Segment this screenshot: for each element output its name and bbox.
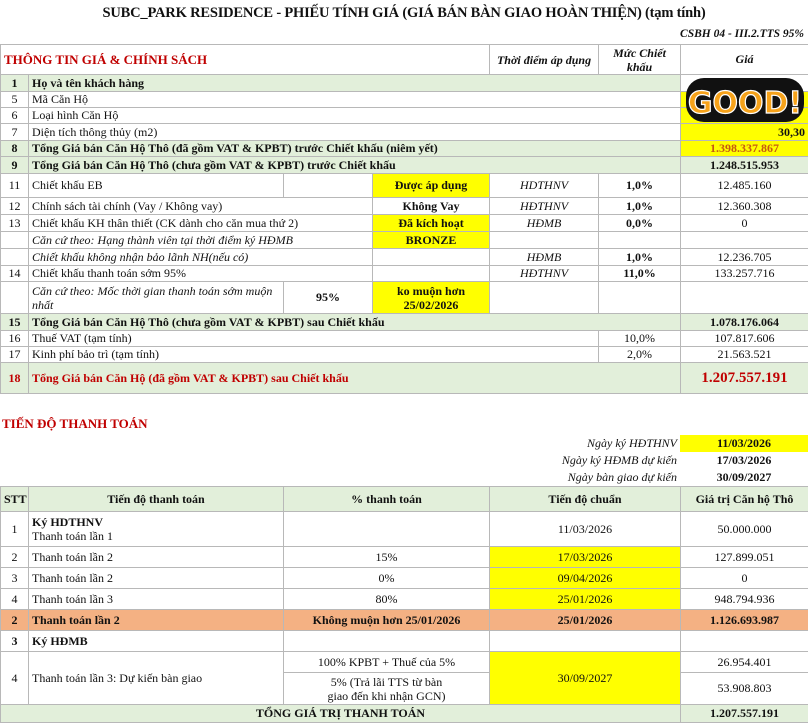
row-label: Kinh phí bảo trì (tạm tính) bbox=[29, 347, 599, 363]
row-label: Chiết khấu không nhận bảo lãnh NH(nếu có) bbox=[29, 249, 373, 266]
date-label: Ngày ký HĐMB dự kiến bbox=[0, 452, 680, 469]
empty-cell bbox=[1, 282, 29, 314]
row-label: Thanh toán lần 2 bbox=[29, 547, 284, 568]
pay-pct: 5% (Trả lãi TTS từ bàn giao đến khi nhận GCN) bbox=[284, 673, 490, 705]
row-no: 8 bbox=[1, 141, 29, 157]
discount-value: 12.485.160 bbox=[681, 174, 808, 198]
row-label: Căn cứ theo: Mốc thời gian thanh toán sớm muộn nhất bbox=[29, 282, 284, 314]
schedule-row bbox=[1, 568, 808, 589]
row-no: 17 bbox=[1, 347, 29, 363]
payment-heading: TIẾN ĐỘ THANH TOÁN bbox=[2, 416, 148, 432]
date-row bbox=[0, 469, 808, 486]
pay-pct: Không muộn hơn 25/01/2026 bbox=[284, 610, 490, 631]
apply-time: HDTHNV bbox=[490, 174, 599, 198]
row-label: Tổng Giá bán Căn Hộ Thô (đã gồm VAT & KPBT) trước Chiết khấu (niêm yết) bbox=[29, 141, 681, 157]
row-no: 3 bbox=[1, 631, 29, 652]
row-label: Mã Căn Hộ bbox=[29, 92, 681, 108]
row-price-after-discount bbox=[1, 314, 808, 331]
empty-cell bbox=[599, 232, 681, 249]
schedule-header-row bbox=[1, 487, 808, 512]
row-no: 18 bbox=[1, 363, 29, 394]
row-no: 7 bbox=[1, 124, 29, 141]
apply-time: HĐTHNV bbox=[490, 198, 599, 215]
date-value: 30/09/2027 bbox=[680, 469, 808, 486]
date-row bbox=[0, 435, 808, 452]
empty-cell bbox=[373, 249, 490, 266]
info-header-row bbox=[1, 45, 808, 75]
row-no: 6 bbox=[1, 108, 29, 124]
empty-cell bbox=[373, 266, 490, 282]
early-pct: 95% bbox=[284, 282, 373, 314]
row-finance-policy bbox=[1, 198, 808, 215]
row-membership-basis bbox=[1, 232, 808, 249]
pay-value: 26.954.401 bbox=[681, 652, 808, 673]
row-no: 3 bbox=[1, 568, 29, 589]
fee-value: 21.563.521 bbox=[681, 347, 808, 363]
final-price-value: 1.207.557.191 bbox=[681, 363, 808, 394]
row-no-bank-guarantee bbox=[1, 249, 808, 266]
pay-value: 127.899.051 bbox=[681, 547, 808, 568]
apply-time: HĐMB bbox=[490, 249, 599, 266]
discount-value: 12.360.308 bbox=[681, 198, 808, 215]
pay-pct: 100% KPBT + Thuế của 5% bbox=[284, 652, 490, 673]
status-badge: Đã kích hoạt bbox=[373, 215, 490, 232]
price-value: 1.078.176.064 bbox=[681, 314, 808, 331]
col-price-header: Giá bbox=[681, 45, 808, 75]
pay-date: 25/01/2026 bbox=[490, 589, 681, 610]
row-list-price bbox=[1, 141, 808, 157]
discount-value: 12.236.705 bbox=[681, 249, 808, 266]
area-value: 30,30 bbox=[681, 124, 808, 141]
col-time-header: Thời điểm áp dụng bbox=[490, 45, 599, 75]
pay-pct: 0% bbox=[284, 568, 490, 589]
date-value: 17/03/2026 bbox=[680, 452, 808, 469]
row-no: 15 bbox=[1, 314, 29, 331]
status-badge: Được áp dụng bbox=[373, 174, 490, 198]
row-label: Tổng Giá bán Căn Hộ Thô (chưa gồm VAT & KPBT) trước Chiết khấu bbox=[29, 157, 681, 174]
empty-cell bbox=[284, 631, 490, 652]
discount-rate: 1,0% bbox=[599, 198, 681, 215]
good-sticker-icon bbox=[684, 76, 806, 124]
row-price-before-discount bbox=[1, 157, 808, 174]
apply-time: HĐTHNV bbox=[490, 266, 599, 282]
row-eb-discount bbox=[1, 174, 808, 198]
row-label: Ký HĐMB bbox=[29, 631, 284, 652]
row-no: 12 bbox=[1, 198, 29, 215]
membership-tier: BRONZE bbox=[373, 232, 490, 249]
schedule-row bbox=[1, 631, 808, 652]
row-final-price bbox=[1, 363, 808, 394]
col-header: % thanh toán bbox=[284, 487, 490, 512]
row-label: Chiết khấu KH thân thiết (CK dành cho căn mua thứ 2) bbox=[29, 215, 373, 232]
row-early-payment bbox=[1, 266, 808, 282]
row-label: Thuế VAT (tạm tính) bbox=[29, 331, 599, 347]
row-label: Tổng Giá bán Căn Hộ (đã gồm VAT & KPBT) sau Chiết khấu bbox=[29, 363, 681, 394]
empty-cell bbox=[681, 631, 808, 652]
row-no: 16 bbox=[1, 331, 29, 347]
col-header: Tiến độ chuẩn bbox=[490, 487, 681, 512]
pay-date: 09/04/2026 bbox=[490, 568, 681, 589]
list-price-value: 1.398.337.867 bbox=[681, 141, 808, 157]
row-no: 14 bbox=[1, 266, 29, 282]
discount-rate: 1,0% bbox=[599, 249, 681, 266]
row-maintenance-fee bbox=[1, 347, 808, 363]
row-loyal-discount bbox=[1, 215, 808, 232]
discount-value: 133.257.716 bbox=[681, 266, 808, 282]
empty-cell bbox=[681, 232, 808, 249]
pay-date: 17/03/2026 bbox=[490, 547, 681, 568]
row-label: Thanh toán lần 3: Dự kiến bàn giao bbox=[29, 652, 284, 705]
sticker-text: GOOD! bbox=[688, 86, 802, 121]
pay-value: 948.794.936 bbox=[681, 589, 808, 610]
row-title: Ký HDTHNV bbox=[32, 515, 280, 529]
schedule-row bbox=[1, 652, 808, 673]
row-area bbox=[1, 124, 808, 141]
pay-date: 25/01/2026 bbox=[490, 610, 681, 631]
vat-rate: 10,0% bbox=[599, 331, 681, 347]
discount-value: 0 bbox=[681, 215, 808, 232]
row-no: 13 bbox=[1, 215, 29, 232]
payment-schedule-table bbox=[0, 486, 808, 723]
row-label: Thanh toán lần 2 bbox=[29, 568, 284, 589]
pay-date: 30/09/2027 bbox=[490, 652, 681, 705]
row-early-payment-basis bbox=[1, 282, 808, 314]
row-no: 2 bbox=[1, 610, 29, 631]
total-value: 1.207.557.191 bbox=[681, 705, 808, 723]
date-value: 11/03/2026 bbox=[680, 435, 808, 452]
total-label: TỔNG GIÁ TRỊ THANH TOÁN bbox=[1, 705, 681, 723]
key-dates bbox=[0, 435, 808, 486]
vat-value: 107.817.606 bbox=[681, 331, 808, 347]
row-no: 9 bbox=[1, 157, 29, 174]
empty-cell bbox=[681, 282, 808, 314]
row-vat bbox=[1, 331, 808, 347]
row-label: Căn cứ theo: Hạng thành viên tại thời điểm ký HĐMB bbox=[29, 232, 373, 249]
row-label: Diện tích thông thủy (m2) bbox=[29, 124, 681, 141]
row-no: 2 bbox=[1, 547, 29, 568]
status-badge: Không Vay bbox=[373, 198, 490, 215]
row-no: 4 bbox=[1, 589, 29, 610]
row-no: 1 bbox=[1, 512, 29, 547]
info-heading: THÔNG TIN GIÁ & CHÍNH SÁCH bbox=[1, 45, 490, 75]
discount-rate: 11,0% bbox=[599, 266, 681, 282]
empty-cell bbox=[1, 232, 29, 249]
empty-cell bbox=[1, 249, 29, 266]
date-label: Ngày bàn giao dự kiến bbox=[0, 469, 680, 486]
pay-value: 0 bbox=[681, 568, 808, 589]
empty-cell bbox=[599, 282, 681, 314]
deadline-badge: ko muộn hơn 25/02/2026 bbox=[373, 282, 490, 314]
empty-cell bbox=[490, 282, 599, 314]
row-label: Thanh toán lần 2 bbox=[29, 610, 284, 631]
discount-rate: 0,0% bbox=[599, 215, 681, 232]
pay-pct: 80% bbox=[284, 589, 490, 610]
pay-value: 50.000.000 bbox=[681, 512, 808, 547]
row-label: Chiết khấu thanh toán sớm 95% bbox=[29, 266, 373, 282]
schedule-row-highlight bbox=[1, 610, 808, 631]
row-no: 5 bbox=[1, 92, 29, 108]
fee-rate: 2,0% bbox=[599, 347, 681, 363]
empty-cell bbox=[490, 232, 599, 249]
date-label: Ngày ký HĐTHNV bbox=[0, 435, 680, 452]
schedule-row bbox=[1, 589, 808, 610]
col-header: Giá trị Căn hộ Thô bbox=[681, 487, 808, 512]
row-label: Loại hình Căn Hộ bbox=[29, 108, 681, 124]
policy-code: CSBH 04 - III.2.TTS 95% bbox=[0, 28, 808, 44]
row-no: 4 bbox=[1, 652, 29, 705]
row-label: Họ và tên khách hàng bbox=[29, 75, 681, 92]
pay-value: 53.908.803 bbox=[681, 673, 808, 705]
row-label: Chính sách tài chính (Vay / Không vay) bbox=[29, 198, 373, 215]
pay-pct: 15% bbox=[284, 547, 490, 568]
page-title: SUBC_PARK RESIDENCE - PHIẾU TÍNH GIÁ (GIÁ BÁN BÀN GIAO HOÀN THIỆN) (tạm tính) bbox=[0, 0, 808, 28]
empty-cell bbox=[490, 631, 681, 652]
empty-cell bbox=[284, 174, 373, 198]
col-header: Tiến độ thanh toán bbox=[29, 487, 284, 512]
pay-pct bbox=[284, 512, 490, 547]
discount-rate: 1,0% bbox=[599, 174, 681, 198]
row-label: Chiết khấu EB bbox=[29, 174, 284, 198]
row-label: Thanh toán lần 3 bbox=[29, 589, 284, 610]
apply-time: HĐMB bbox=[490, 215, 599, 232]
price-value: 1.248.515.953 bbox=[681, 157, 808, 174]
col-rate-header: Mức Chiết khấu bbox=[599, 45, 681, 75]
col-header: STT bbox=[1, 487, 29, 512]
row-no: 11 bbox=[1, 174, 29, 198]
schedule-row bbox=[1, 512, 808, 547]
schedule-row bbox=[1, 547, 808, 568]
date-row bbox=[0, 452, 808, 469]
pay-date: 11/03/2026 bbox=[490, 512, 681, 547]
pay-value: 1.126.693.987 bbox=[681, 610, 808, 631]
row-label: Tổng Giá bán Căn Hộ Thô (chưa gồm VAT & KPBT) sau Chiết khấu bbox=[29, 314, 681, 331]
row-label: Thanh toán lần 1 bbox=[32, 529, 280, 543]
row-no: 1 bbox=[1, 75, 29, 92]
